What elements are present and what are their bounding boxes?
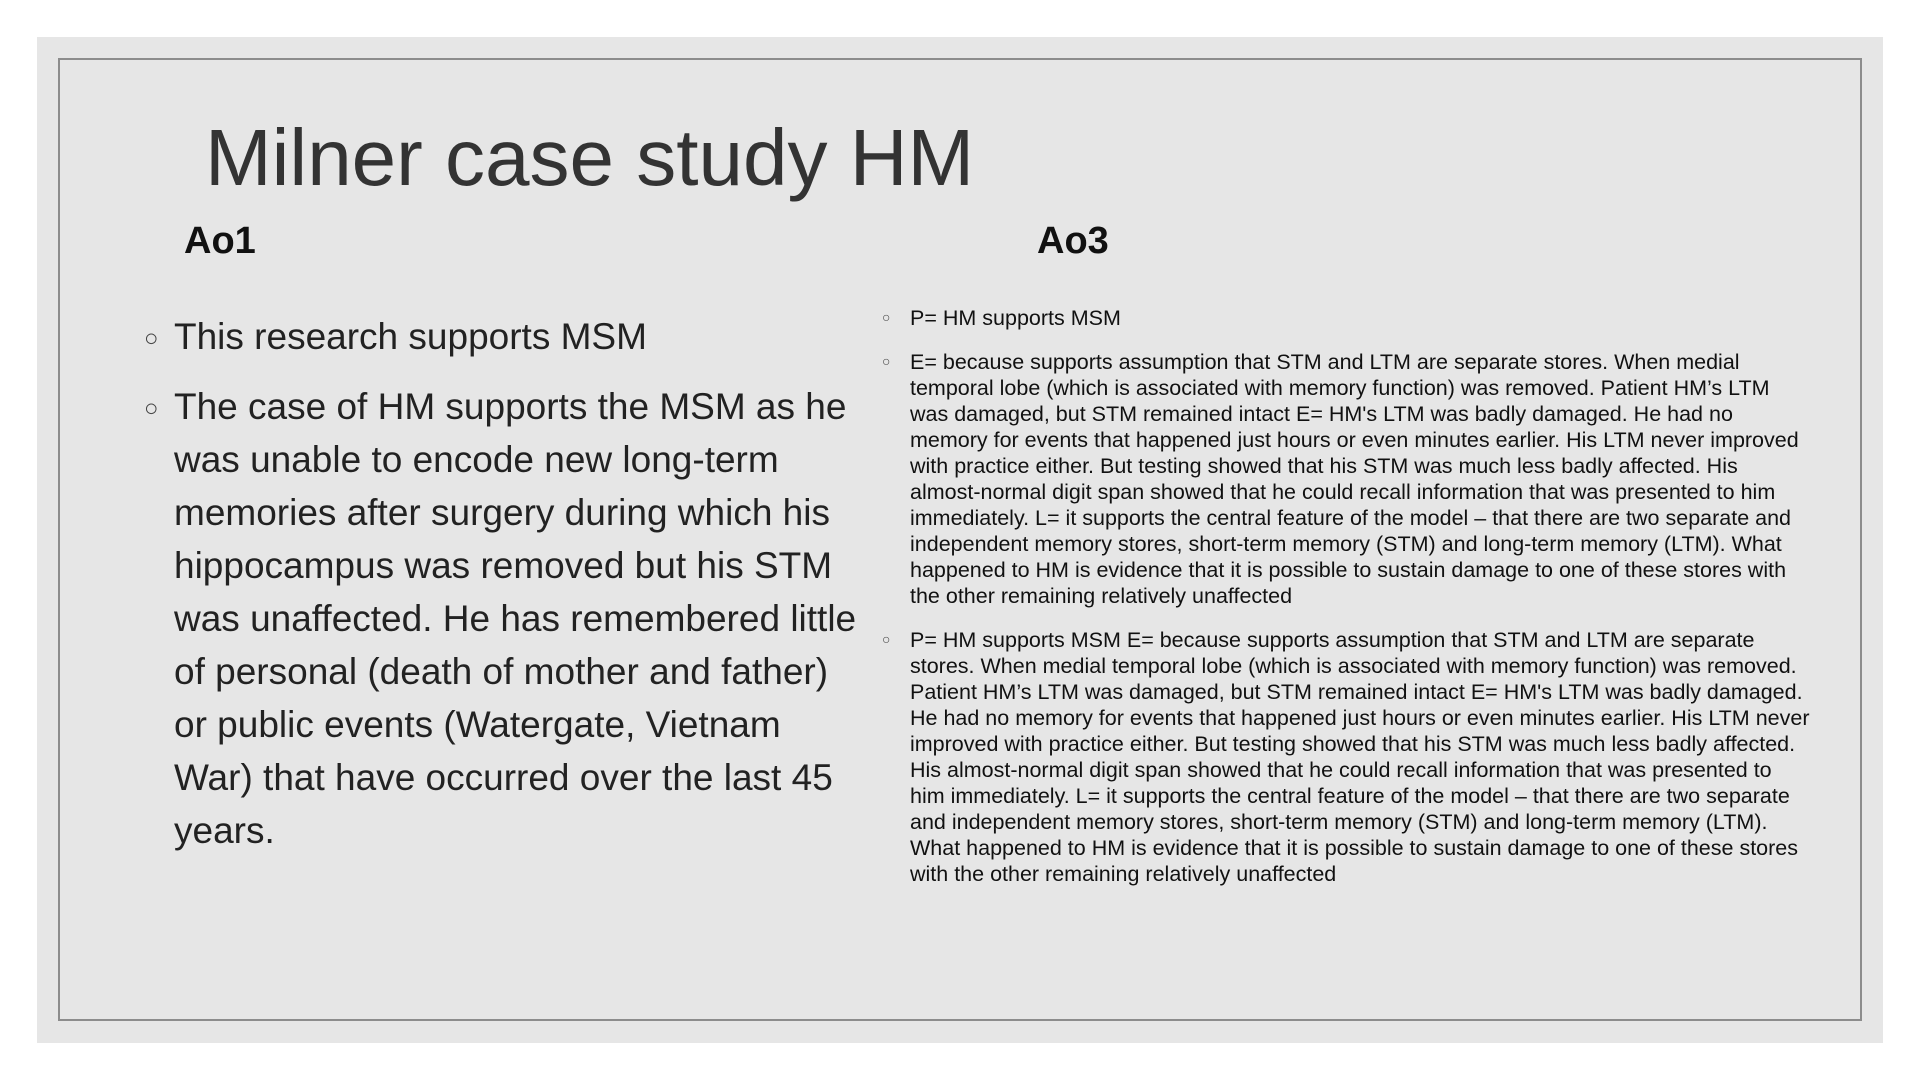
ao3-heading: Ao3 xyxy=(1037,220,1109,262)
list-item-text: P= HM supports MSM xyxy=(910,306,1121,330)
ao3-bullet-list xyxy=(882,305,1812,905)
bullet-circle-icon: ○ xyxy=(882,353,891,369)
list-item-text: This research supports MSM xyxy=(174,316,647,357)
list-item xyxy=(882,305,1812,331)
list-item xyxy=(882,627,1812,887)
list-item-text: The case of HM supports the MSM as he was unable to encode new long-term memories after surgery during which his hippocampus was removed but his STM was unaffected. He has remembered little of personal (death of mother and father) or public events (Watergate, Vietnam War) that have occurred over the last 45 years. xyxy=(174,386,857,851)
slide-title: Milner case study HM xyxy=(205,113,975,202)
bullet-circle-icon: ○ xyxy=(882,309,891,325)
bullet-circle-icon: ○ xyxy=(144,395,159,422)
list-item-text: E= because supports assumption that STM and LTM are separate stores. When medial temporal lobe (which is associated with memory function) was removed. Patient HM’s LTM was damaged, but STM remained intact E= HM's LTM was badly damaged. He had no memory for events that happened just hours or even minutes earlier. His LTM never improved with practice either. But testing showed that his STM was much less badly affected. His almost-normal digit span showed that he could recall information that was presented to him immediately. L= it supports the central feature of the model – that there are two separate and independent memory stores, short-term memory (STM) and long-term memory (LTM). What happened to HM is evidence that it is possible to sustain damage to one of these stores with the other remaining relatively unaffected xyxy=(910,350,1799,608)
slide xyxy=(37,37,1883,1043)
list-item xyxy=(144,310,864,363)
list-item xyxy=(144,380,864,857)
list-item xyxy=(882,349,1812,609)
ao1-heading: Ao1 xyxy=(184,220,256,262)
bullet-circle-icon: ○ xyxy=(144,325,159,352)
bullet-circle-icon: ○ xyxy=(882,631,891,647)
list-item-text: P= HM supports MSM E= because supports assumption that STM and LTM are separate stores. When medial temporal lobe (which is associated with memory function) was removed. Patient HM’s LTM was damaged, but STM remained intact E= HM's LTM was badly damaged. He had no memory for events that happened just hours or even minutes earlier. His LTM never improved with practice either. But testing showed that his STM was much less badly affected. His almost-normal digit span showed that he could recall information that was presented to him immediately. L= it supports the central feature of the model – that there are two separate and independent memory stores, short-term memory (STM) and long-term memory (LTM). What happened to HM is evidence that it is possible to sustain damage to one of these stores with the other remaining relatively unaffected xyxy=(910,628,1810,886)
slide-frame xyxy=(58,58,1862,1021)
ao1-bullet-list xyxy=(144,310,864,874)
